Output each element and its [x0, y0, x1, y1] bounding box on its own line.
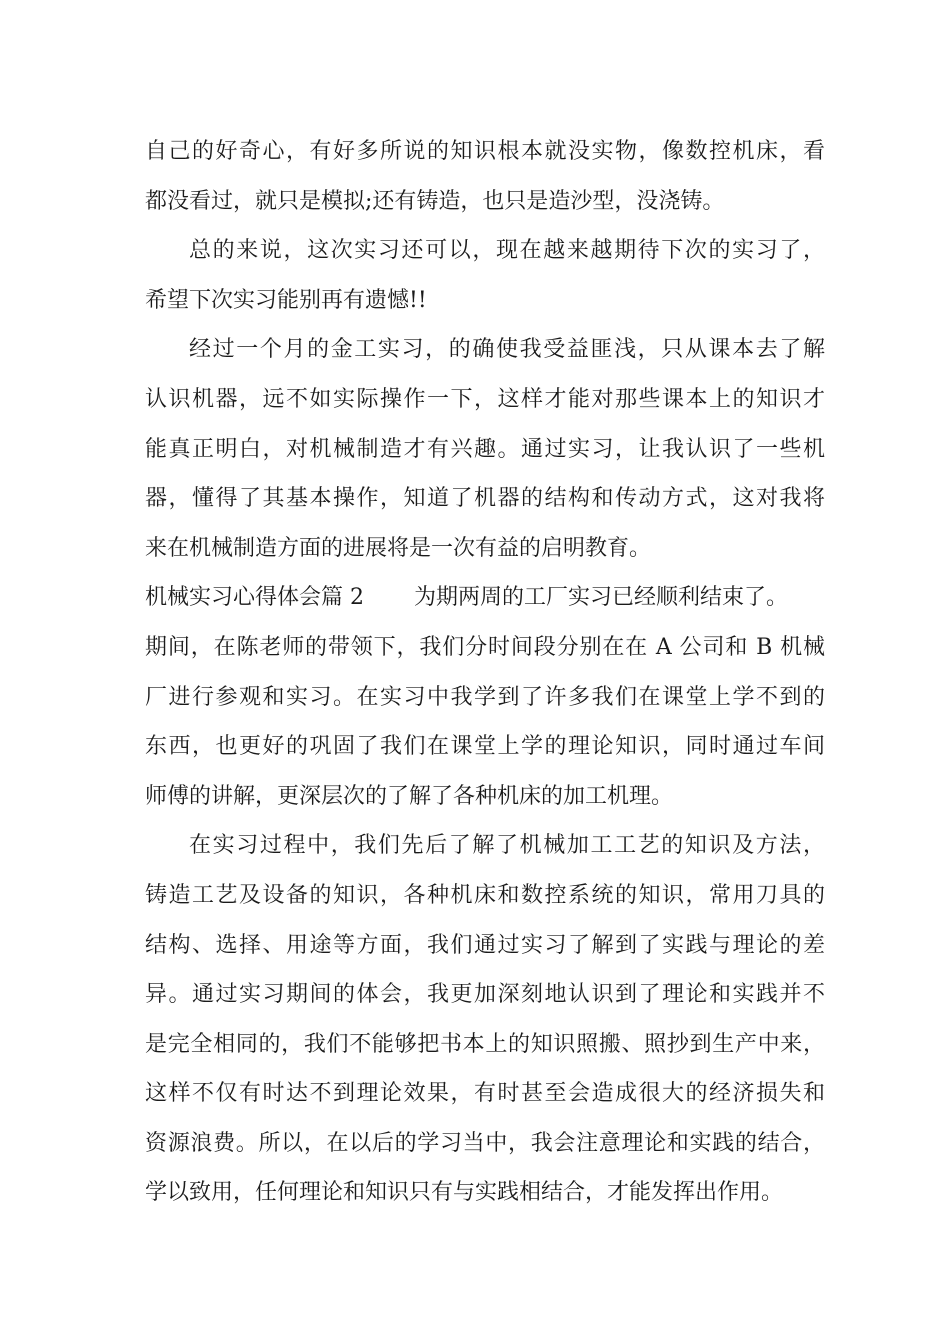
text-line: 结构、选择、用途等方面，我们通过实习了解到了实践与理论的差	[145, 932, 825, 958]
text-line: 期间，在陈老师的带领下，我们分时间段分别在在 A 公司和 B 机械	[145, 634, 825, 660]
section-heading-text: 为期两周的工厂实习已经顺利结束了。	[414, 585, 789, 611]
text-line: 自己的好奇心，有好多所说的知识根本就没实物，像数控机床，看	[145, 139, 825, 164]
text-line: 东西，也更好的巩固了我们在课堂上学的理论知识，同时通过车间	[145, 734, 825, 760]
text-line: 在实习过程中，我们先后了解了机械加工工艺的知识及方法，	[189, 833, 825, 859]
text-line: 器，懂得了其基本操作，知道了机器的结构和传动方式，这对我将	[145, 486, 825, 512]
text-line: 都没看过，就只是模拟;还有铸造，也只是造沙型，没浇铸。	[145, 188, 725, 214]
text-line: 师傅的讲解，更深层次的了解了各种机床的加工机理。	[145, 783, 674, 809]
text-line: 资源浪费。所以，在以后的学习当中，我会注意理论和实践的结合，	[145, 1130, 825, 1156]
text-line: 学以致用，任何理论和知识只有与实践相结合，才能发挥出作用。	[145, 1180, 784, 1206]
text-line: 来在机械制造方面的进展将是一次有益的启明教育。	[145, 535, 652, 561]
text-line: 这样不仅有时达不到理论效果，有时甚至会造成很大的经济损失和	[145, 1081, 825, 1107]
text-line: 经过一个月的金工实习，的确使我受益匪浅，只从课本去了解	[189, 337, 825, 363]
text-line: 认识机器，远不如实际操作一下，这样才能对那些课本上的知识才	[145, 386, 825, 412]
section-heading: 机械实习心得体会篇 2	[145, 585, 364, 611]
text-line: 铸造工艺及设备的知识，各种机床和数控系统的知识，常用刀具的	[145, 882, 825, 908]
text-line: 能真正明白，对机械制造才有兴趣。通过实习，让我认识了一些机	[145, 436, 825, 462]
paragraph-group-2	[145, 623, 825, 1218]
text-line: 希望下次实习能别再有遗憾!!	[145, 287, 427, 313]
text-line: 异。通过实习期间的体会，我更加深刻地认识到了理论和实践并不	[145, 982, 825, 1008]
document-body	[145, 127, 825, 1218]
text-line: 厂进行参观和实习。在实习中我学到了许多我们在课堂上学不到的	[145, 684, 825, 710]
text-line: 是完全相同的，我们不能够把书本上的知识照搬、照抄到生产中来，	[145, 1031, 825, 1057]
paragraph-group-1	[145, 127, 825, 573]
section-heading-line	[145, 573, 825, 623]
text-line: 总的来说，这次实习还可以，现在越来越期待下次的实习了，	[189, 238, 825, 264]
